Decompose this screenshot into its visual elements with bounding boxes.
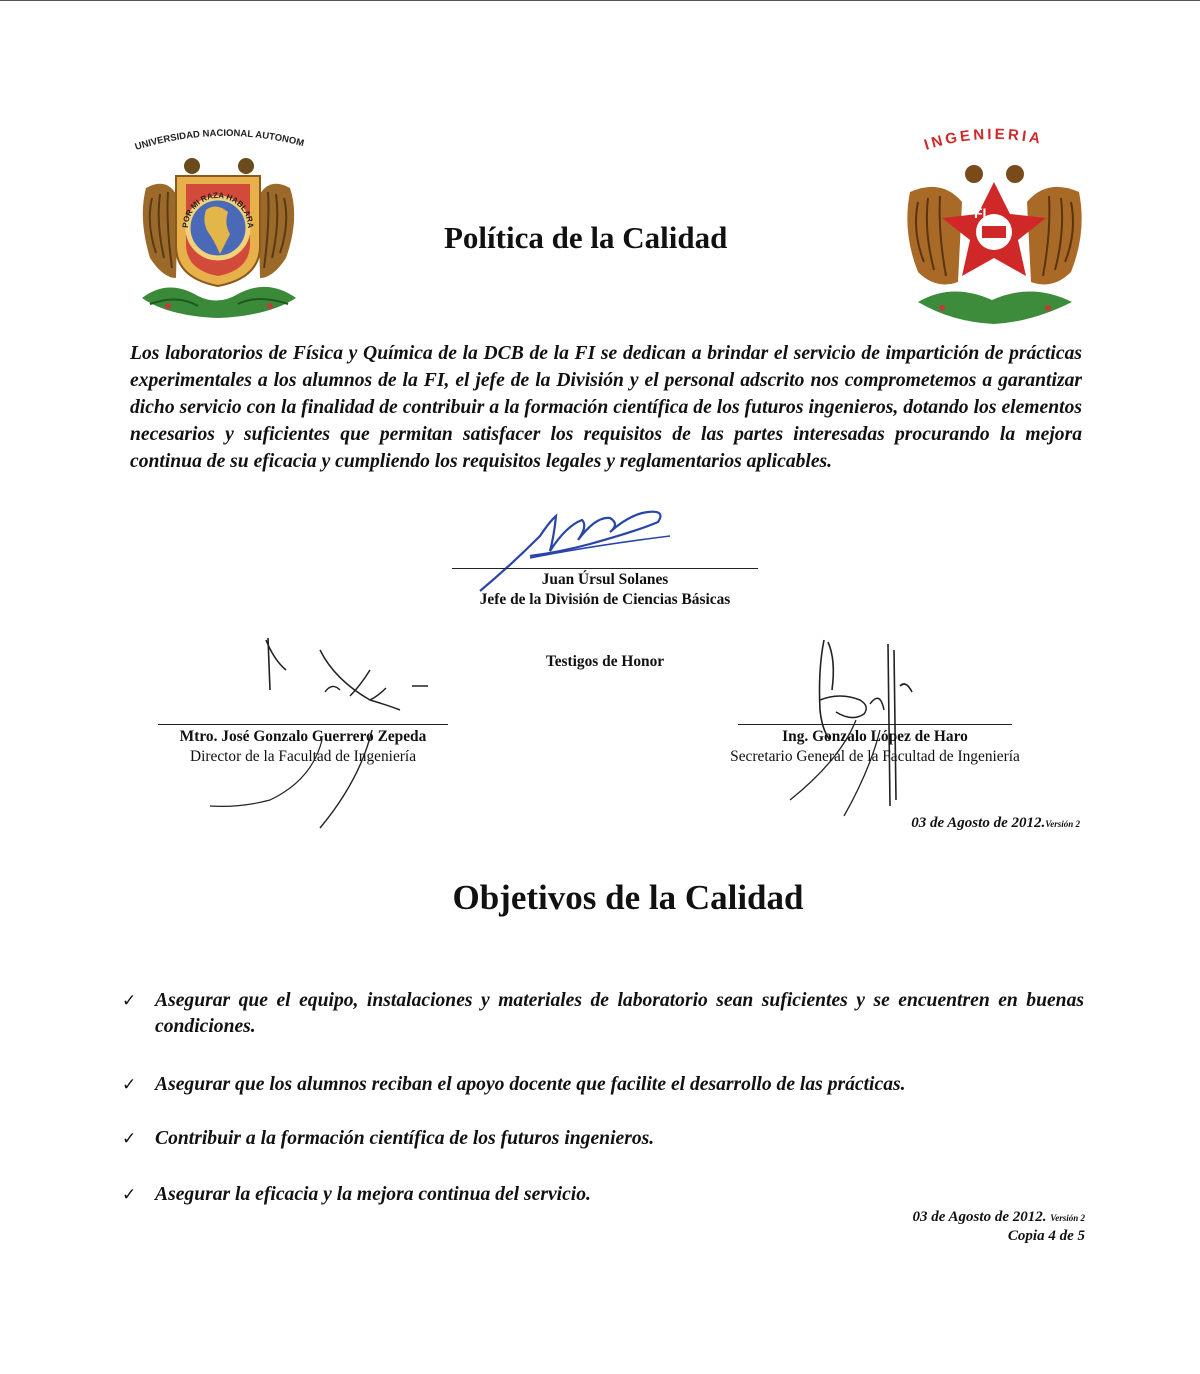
objective-text: Asegurar que los alumnos reciban el apoyo docente que facilite el desarrollo de las prácticas.	[155, 1074, 906, 1095]
policy-date-text: 03 de Agosto de 2012.	[911, 815, 1046, 831]
unam-logo-text: UNIVERSIDAD NACIONAL AUTONOM	[133, 128, 306, 153]
main-signer-name: Juan Úrsul Solanes	[541, 571, 669, 588]
right-signer-role: Secretario General de la Facultad de Ingeniería	[730, 748, 1020, 765]
fi-logo	[902, 122, 1087, 332]
right-signer-name: Ing. Gonzalo López de Haro	[782, 728, 968, 745]
left-signer-role: Director de la Facultad de Ingeniería	[189, 748, 417, 765]
footer-copy: Copia 4 de 5	[1007, 1228, 1085, 1244]
footer-version: Versión 2	[1050, 1213, 1085, 1223]
top-border	[0, 0, 1200, 1]
objectives-title: Objetivos de la Calidad	[452, 878, 804, 917]
check-icon: ✓	[122, 1075, 137, 1095]
objectives-list	[122, 988, 1084, 1208]
svg-text:INGENIERIA	[922, 126, 1044, 154]
witness-heading: Testigos de Honor	[545, 653, 665, 670]
check-icon: ✓	[122, 991, 137, 1011]
policy-date	[911, 815, 1080, 832]
objective-item-4	[122, 1182, 1084, 1208]
policy-version: Versión 2	[1045, 819, 1080, 829]
svg-text:UNIVERSIDAD NACIONAL AUTONOMA	[128, 128, 305, 153]
main-signer-role: Jefe de la División de Ciencias Básicas	[479, 591, 731, 608]
left-signature-line	[158, 724, 448, 725]
check-icon: ✓	[122, 1129, 137, 1149]
right-signature-scribble	[760, 630, 980, 820]
check-icon: ✓	[122, 1185, 137, 1205]
policy-title: Política de la Calidad	[444, 220, 728, 255]
main-signature-line	[452, 568, 758, 569]
policy-paragraph: Los laboratorios de Física y Química de la DCB de la FI se dedican a brindar el servicio de impartición de prácticas experimentales a los alumnos de la FI, el jefe de la División y el personal adscrito nos comprometemos a garantizar dicho servicio con la finalidad de contribuir a la formación científica de los futuros ingenieros, dotando los elementos necesarios y suficientes que permitan satisfacer los requisitos de las partes interesadas procurando la mejora continua de su eficacia y cumpliendo los requisitos legales y reglamentarios aplicables.	[130, 343, 1082, 472]
unam-logo	[128, 128, 308, 328]
objective-text: Asegurar la eficacia y la mejora continua del servicio.	[155, 1184, 591, 1205]
objective-text: Contribuir a la formación científica de los futuros ingenieros.	[155, 1128, 655, 1149]
fi-logo-letters: FI	[974, 205, 987, 221]
left-signer-name: Mtro. José Gonzalo Guerrero Zepeda	[179, 728, 427, 745]
objective-item-2	[122, 1072, 1084, 1098]
objective-text: Asegurar que el equipo, instalaciones y materiales de laboratorio sean suficientes y se encuentren en buenas condiciones.	[155, 990, 1084, 1037]
footer-date-text: 03 de Agosto de 2012.	[912, 1209, 1047, 1225]
right-signature-line	[738, 724, 1012, 725]
objective-item-1	[122, 988, 1084, 1040]
objective-item-3	[122, 1126, 1084, 1152]
unam-motto-text: POR MI RAZA HABLARA	[180, 190, 256, 229]
footer-date	[912, 1209, 1085, 1226]
fi-logo-text: INGENIERIA	[922, 125, 1045, 154]
